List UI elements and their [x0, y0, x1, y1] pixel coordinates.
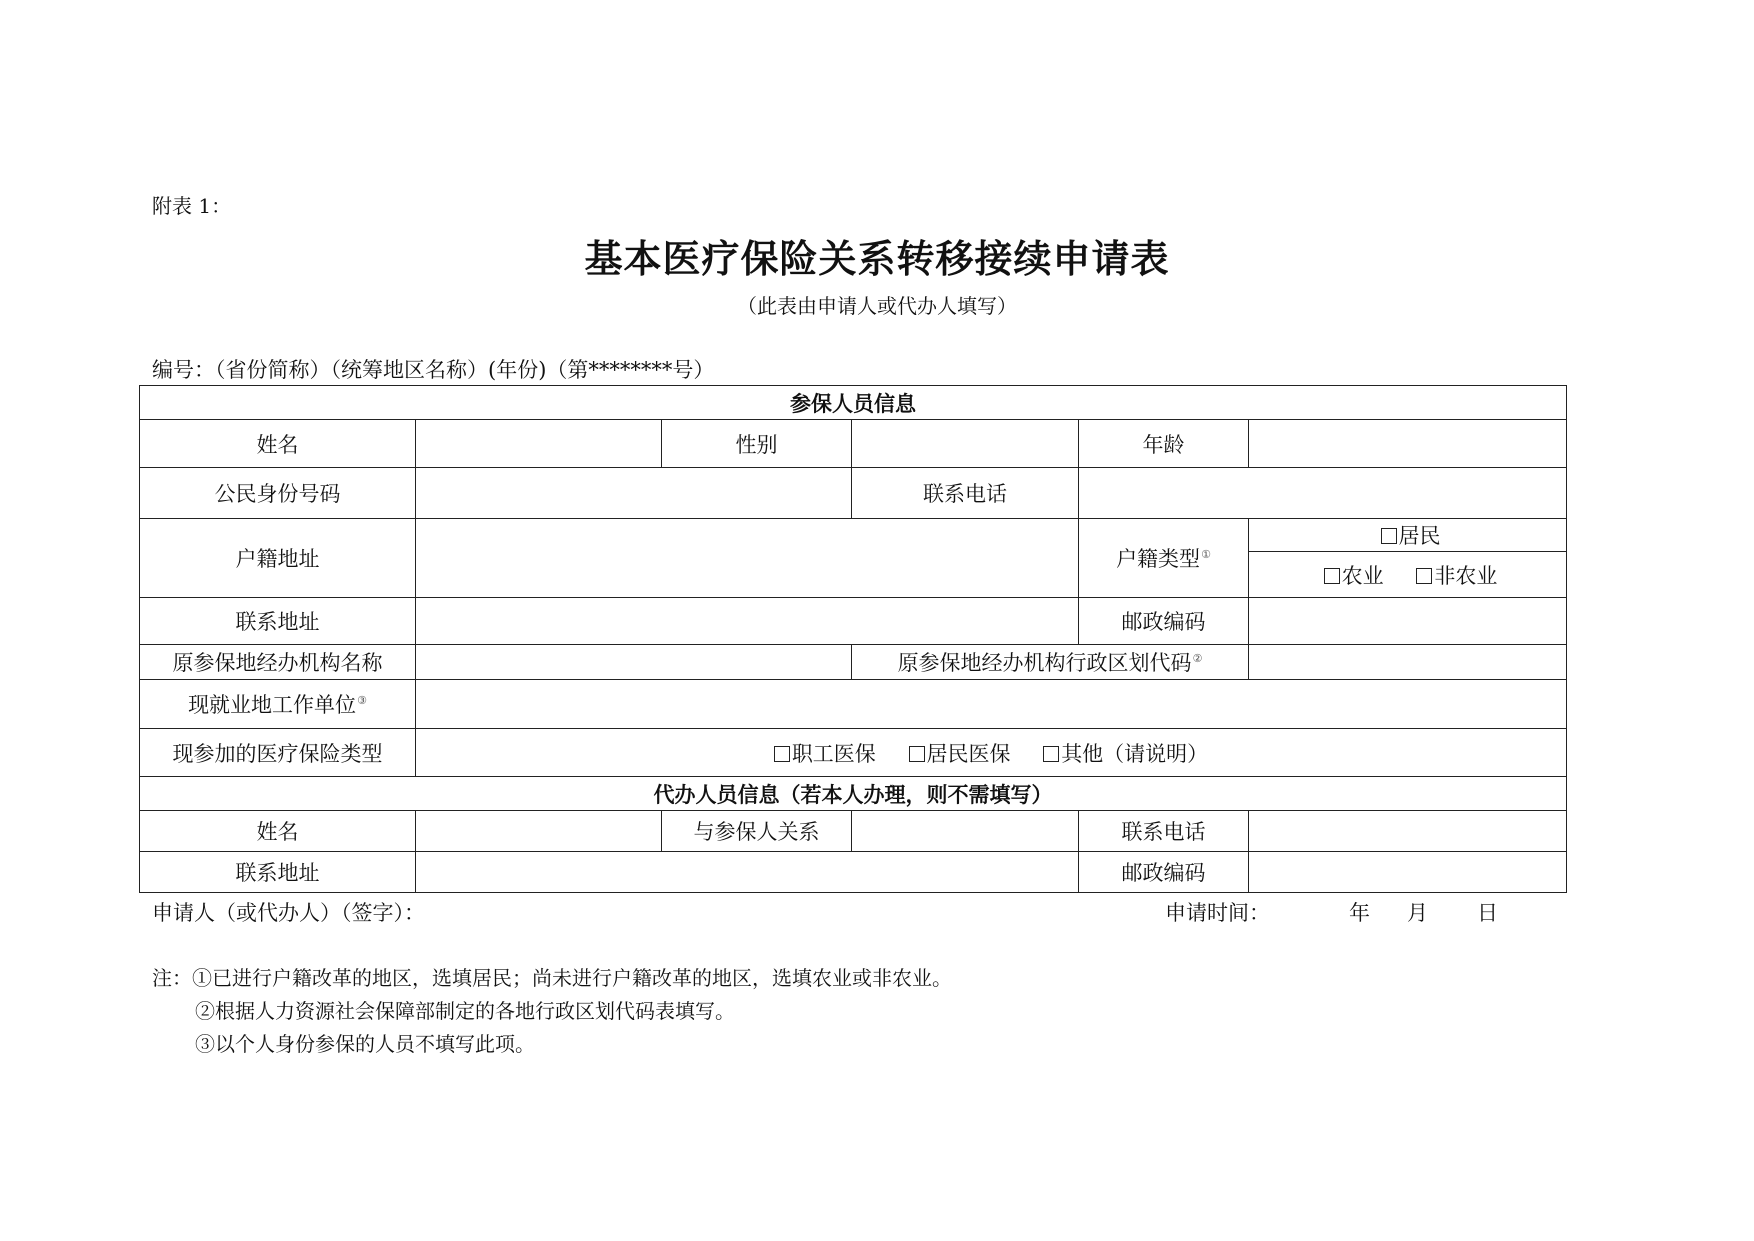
application-table [139, 385, 1567, 893]
postcode-label: 邮政编码 [1079, 598, 1249, 645]
application-date [1165, 897, 1498, 927]
contact-address-field[interactable] [416, 598, 1079, 645]
notes [152, 962, 952, 1061]
insurance-type-label: 现参加的医疗保险类型 [140, 729, 416, 777]
postcode-field[interactable] [1249, 598, 1567, 645]
date-label: 申请时间： [1165, 901, 1270, 925]
employer-field[interactable] [416, 680, 1567, 729]
name-field[interactable] [416, 420, 662, 468]
note-mark-2: ② [1192, 652, 1203, 665]
agent-phone-label: 联系电话 [1079, 811, 1249, 852]
insurance-option-resident[interactable]: 居民医保 [909, 738, 1011, 768]
agent-address-label: 联系地址 [140, 852, 416, 893]
form-subtitle: （此表由申请人或代办人填写） [737, 294, 1017, 318]
contact-address-label: 联系地址 [140, 598, 416, 645]
attachment-label: 附表 1： [152, 194, 232, 218]
hukou-type-resident-cell [1249, 519, 1567, 552]
agent-relation-field[interactable] [852, 811, 1079, 852]
employer-label: 现就业地工作单位③ [140, 680, 416, 729]
hukou-address-label: 户籍地址 [140, 519, 416, 598]
note-mark-3: ③ [357, 694, 367, 707]
agent-postcode-field[interactable] [1249, 852, 1567, 893]
insurance-option-other[interactable]: 其他（请说明） [1043, 738, 1208, 768]
employee-insurance-checkbox[interactable] [774, 746, 790, 762]
hukou-option-resident[interactable]: 居民 [1381, 520, 1441, 550]
original-agency-code-label: 原参保地经办机构行政区划代码② [852, 645, 1249, 680]
signature-line: 申请人（或代办人）（签字）： [152, 901, 425, 925]
name-label: 姓名 [140, 420, 416, 468]
id-number-label: 公民身份号码 [140, 468, 416, 519]
agent-name-field[interactable] [416, 811, 662, 852]
hukou-option-agricultural[interactable]: 农业 [1324, 560, 1384, 590]
phone-label: 联系电话 [852, 468, 1079, 519]
original-agency-field[interactable] [416, 645, 852, 680]
phone-field[interactable] [1079, 468, 1567, 519]
original-agency-label: 原参保地经办机构名称 [140, 645, 416, 680]
resident-insurance-checkbox[interactable] [909, 746, 925, 762]
note-mark-1: ① [1201, 548, 1211, 561]
hukou-address-field[interactable] [416, 519, 1079, 598]
insured-section-heading: 参保人员信息 [140, 386, 1567, 420]
age-field[interactable] [1249, 420, 1567, 468]
gender-field[interactable] [852, 420, 1079, 468]
agent-postcode-label: 邮政编码 [1079, 852, 1249, 893]
gender-label: 性别 [662, 420, 852, 468]
hukou-type-agri-cell [1249, 552, 1567, 598]
hukou-type-label: 户籍类型① [1079, 519, 1249, 598]
agricultural-checkbox[interactable] [1324, 568, 1340, 584]
agent-section-heading: 代办人员信息（若本人办理，则不需填写） [140, 777, 1567, 811]
agent-name-label: 姓名 [140, 811, 416, 852]
insurance-option-employee[interactable]: 职工医保 [774, 738, 876, 768]
date-year: 年 [1349, 901, 1370, 925]
other-insurance-checkbox[interactable] [1043, 746, 1059, 762]
date-day: 日 [1477, 901, 1498, 925]
note-item-3: ③以个人身份参保的人员不填写此项。 [195, 1032, 535, 1056]
note-item-2: ②根据人力资源社会保障部制定的各地行政区划代码表填写。 [195, 999, 735, 1023]
age-label: 年龄 [1079, 420, 1249, 468]
original-agency-code-field[interactable] [1249, 645, 1567, 680]
agent-relation-label: 与参保人关系 [662, 811, 852, 852]
resident-checkbox[interactable] [1381, 528, 1397, 544]
non-agricultural-checkbox[interactable] [1416, 568, 1432, 584]
serial-number: 编号：（省份简称）（统筹地区名称）(年份)（第********号） [152, 358, 715, 382]
note-item-1: 注：①已进行户籍改革的地区，选填居民；尚未进行户籍改革的地区，选填农业或非农业。 [152, 966, 952, 990]
date-month: 月 [1407, 901, 1428, 925]
id-number-field[interactable] [416, 468, 852, 519]
form-title: 基本医疗保险关系转移接续申请表 [584, 237, 1170, 281]
hukou-option-non-agricultural[interactable]: 非农业 [1416, 560, 1497, 590]
agent-phone-field[interactable] [1249, 811, 1567, 852]
insurance-type-options [416, 729, 1567, 777]
agent-address-field[interactable] [416, 852, 1079, 893]
